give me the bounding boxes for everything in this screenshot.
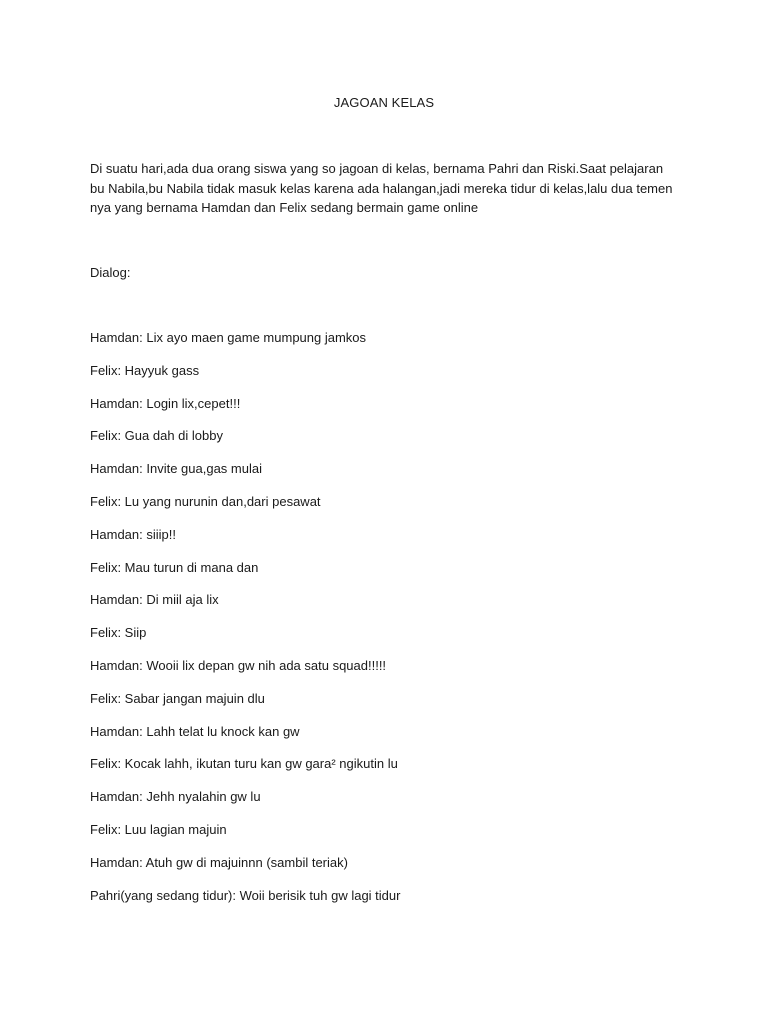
dialog-line: Hamdan: Lahh telat lu knock kan gw [90,723,300,739]
dialog-line: Felix: Lu yang nurunin dan,dari pesawat [90,493,321,509]
dialog-line: Felix: Hayyuk gass [90,362,200,378]
dialog-line: Felix: Kocak lahh, ikutan turu kan gw gara² ngikutin lu [90,756,398,772]
dialog-line: Felix: Mau turun di mana dan [90,559,259,575]
document-title: JAGOAN KELAS [333,95,435,110]
dialog-line: Felix: Siip [90,625,147,641]
dialog-line: Hamdan: Atuh gw di majuinnn (sambil teriak) [90,854,348,870]
dialog-line: Hamdan: Wooii lix depan gw nih ada satu squad!!!!! [90,657,387,673]
dialog-line: Pahri(yang sedang tidur): Woii berisik tuh gw lagi tidur [90,887,401,903]
dialog-line: Felix: Gua dah di lobby [90,428,223,444]
dialog-line: Felix: Luu lagian majuin [90,821,227,837]
dialog-line: Felix: Sabar jangan majuin dlu [90,690,265,706]
dialog-line: Hamdan: Di miil aja lix [90,592,219,608]
dialog-label: Dialog: [90,265,131,280]
dialog-line: Hamdan: Jehh nyalahin gw lu [90,789,261,805]
intro-paragraph: Di suatu hari,ada dua orang siswa yang so jagoan di kelas, bernama Pahri dan Riski.Saat pelajaran bu Nabila,bu Nabila tidak masuk kelas karena ada halangan,jadi mereka tidur di kelas,lalu dua temen nya yang bernama Hamdan dan Felix sedang bermain game online [90,161,673,215]
dialog-line: Hamdan: Lix ayo maen game mumpung jamkos [90,330,367,345]
dialog-list [90,329,690,919]
dialog-line: Hamdan: Invite gua,gas mulai [90,461,262,477]
dialog-line: Hamdan: siiip!! [90,526,176,542]
dialog-line: Hamdan: Login lix,cepet!!! [90,395,241,411]
